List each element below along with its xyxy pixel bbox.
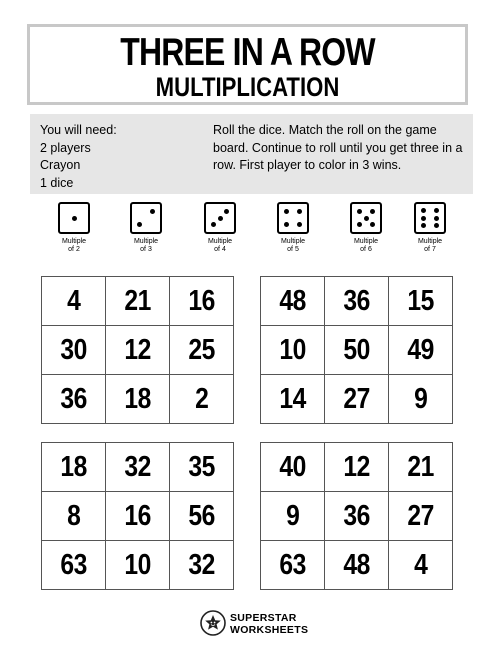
board-cell-number: 10 (124, 548, 151, 581)
board-cell-number: 32 (124, 450, 151, 483)
board-cell[interactable] (106, 375, 170, 424)
die-caption (400, 238, 460, 254)
die-caption-line: Multiple (280, 238, 306, 245)
board-cell-number: 35 (188, 450, 215, 483)
board-row (42, 492, 234, 541)
board-cell[interactable] (106, 541, 170, 590)
die-caption-line: of 7 (424, 246, 436, 253)
die-legend-item (400, 202, 460, 254)
board-cell-number: 14 (279, 382, 306, 415)
materials-item: 1 dice (40, 175, 74, 190)
board-cell[interactable] (389, 541, 453, 590)
board-cell-number: 36 (343, 499, 370, 532)
die-caption-line: Multiple (61, 238, 87, 245)
board-cell[interactable] (325, 492, 389, 541)
board-cell[interactable] (389, 326, 453, 375)
die-pip (224, 209, 229, 214)
die-face-one-icon (58, 202, 90, 234)
board-cell[interactable] (325, 375, 389, 424)
materials-list (40, 122, 117, 192)
board-cell-number: 36 (60, 382, 87, 415)
board-cell[interactable] (42, 277, 106, 326)
board-row (42, 326, 234, 375)
board-cell[interactable] (170, 375, 234, 424)
board-cell[interactable] (389, 443, 453, 492)
die-pip (434, 216, 439, 221)
board-cell[interactable] (261, 443, 325, 492)
board-cell[interactable] (325, 277, 389, 326)
board-cell[interactable] (42, 541, 106, 590)
board-row (42, 375, 234, 424)
board-cell[interactable] (106, 277, 170, 326)
board-row (261, 326, 453, 375)
die-face-five-icon (350, 202, 382, 234)
board-row (261, 443, 453, 492)
die-caption-line: Multiple (417, 238, 443, 245)
board-cell[interactable] (170, 277, 234, 326)
board-cell[interactable] (261, 492, 325, 541)
die-pip (421, 216, 426, 221)
die-legend-item (116, 202, 176, 254)
die-pip (434, 223, 439, 228)
board-cell[interactable] (106, 326, 170, 375)
die-pip (421, 208, 426, 213)
board-cell-number: 56 (188, 499, 215, 532)
die-caption-line: of 2 (68, 246, 80, 253)
board-row (42, 277, 234, 326)
die-pip (150, 209, 155, 214)
die-legend-item (44, 202, 104, 254)
board-cell[interactable] (325, 326, 389, 375)
die-caption-line: of 3 (140, 246, 152, 253)
brand-name-line1: SUPERSTAR (230, 612, 297, 624)
board-row (42, 541, 234, 590)
board-cell-number: 2 (194, 382, 209, 415)
board-cell-number: 8 (66, 499, 81, 532)
die-caption (44, 238, 104, 254)
board-cell[interactable] (325, 541, 389, 590)
board-cell-number: 48 (279, 284, 306, 317)
board-cell-number: 12 (343, 450, 370, 483)
die-legend-item (336, 202, 396, 254)
board-cell[interactable] (325, 443, 389, 492)
game-board-3 (41, 442, 234, 590)
board-cell-number: 30 (60, 333, 87, 366)
board-cell[interactable] (170, 443, 234, 492)
die-pip (284, 209, 289, 214)
die-caption (190, 238, 250, 254)
board-cell-number: 63 (60, 548, 87, 581)
board-cell-number: 16 (188, 284, 215, 317)
board-cell[interactable] (261, 277, 325, 326)
board-row (261, 375, 453, 424)
board-row (42, 443, 234, 492)
board-row (261, 277, 453, 326)
board-row (261, 541, 453, 590)
board-row (261, 492, 453, 541)
die-pip (370, 209, 375, 214)
die-caption-line: Multiple (133, 238, 159, 245)
board-cell-number: 10 (279, 333, 306, 366)
die-pip (370, 222, 375, 227)
board-cell[interactable] (42, 375, 106, 424)
die-caption-line: of 4 (214, 246, 226, 253)
board-cell-number: 63 (279, 548, 306, 581)
board-cell-number: 50 (343, 333, 370, 366)
board-cell-number: 21 (124, 284, 151, 317)
board-cell[interactable] (42, 443, 106, 492)
board-cell-number: 40 (279, 450, 306, 483)
die-legend-item (263, 202, 323, 254)
die-pip (284, 222, 289, 227)
materials-item: 2 players (40, 140, 91, 155)
die-caption (263, 238, 323, 254)
board-cell-number: 21 (407, 450, 434, 483)
board-cell[interactable] (389, 375, 453, 424)
die-pip (297, 222, 302, 227)
board-cell[interactable] (261, 375, 325, 424)
board-cell-number: 48 (343, 548, 370, 581)
board-cell-number: 16 (124, 499, 151, 532)
die-caption-line: Multiple (207, 238, 233, 245)
die-pip (72, 216, 77, 221)
die-pip (357, 222, 362, 227)
board-cell-number: 15 (407, 284, 434, 317)
die-face-four-icon (277, 202, 309, 234)
page-subtitle: MULTIPLICATION (155, 72, 340, 102)
board-cell[interactable] (170, 541, 234, 590)
die-pip (357, 209, 362, 214)
board-cell[interactable] (389, 492, 453, 541)
board-cell[interactable] (42, 326, 106, 375)
die-face-three-icon (204, 202, 236, 234)
board-cell[interactable] (170, 326, 234, 375)
materials-heading: You will need: (40, 123, 117, 137)
board-cell-number: 4 (66, 284, 81, 317)
board-cell-number: 25 (188, 333, 215, 366)
board-cell-number: 12 (124, 333, 151, 366)
die-caption-line: Multiple (353, 238, 379, 245)
info-box (30, 114, 473, 194)
title-box (27, 24, 468, 105)
die-caption-line: of 5 (287, 246, 299, 253)
die-caption-line: of 6 (360, 246, 372, 253)
page-title: THREE IN A ROW (120, 31, 375, 74)
game-board-2 (260, 276, 453, 424)
brand-name-line2: WORKSHEETS (230, 624, 309, 636)
die-pip (218, 216, 223, 221)
smiling-star-logo-icon (200, 610, 226, 636)
die-pip (137, 222, 142, 227)
die-pip (421, 223, 426, 228)
materials-item: Crayon (40, 158, 81, 172)
board-cell[interactable] (106, 492, 170, 541)
die-pip (434, 208, 439, 213)
board-cell[interactable] (106, 443, 170, 492)
die-pip (364, 216, 369, 221)
board-cell[interactable] (261, 326, 325, 375)
dice-legend (0, 202, 500, 262)
game-board-1 (41, 276, 234, 424)
board-cell[interactable] (42, 492, 106, 541)
board-cell-number: 27 (407, 499, 434, 532)
instructions-text: Roll the dice. Match the roll on the game board. Continue to roll until you get three in a row. First player to color in 3 wins. (213, 123, 463, 172)
footer-brand (200, 608, 310, 638)
board-cell-number: 9 (413, 382, 428, 415)
board-cell-number: 49 (407, 333, 434, 366)
board-cell[interactable] (261, 541, 325, 590)
board-cell-number: 9 (285, 499, 300, 532)
die-face-two-icon (130, 202, 162, 234)
board-cell-number: 18 (124, 382, 151, 415)
die-caption (336, 238, 396, 254)
board-cell-number: 4 (413, 548, 428, 581)
die-pip (297, 209, 302, 214)
board-cell-number: 27 (343, 382, 370, 415)
board-cell-number: 32 (188, 548, 215, 581)
die-legend-item (190, 202, 250, 254)
die-pip (211, 222, 216, 227)
board-cell-number: 36 (343, 284, 370, 317)
die-face-six-icon (414, 202, 446, 234)
game-board-4 (260, 442, 453, 590)
board-cell[interactable] (389, 277, 453, 326)
board-cell[interactable] (170, 492, 234, 541)
die-caption (116, 238, 176, 254)
board-cell-number: 18 (60, 450, 87, 483)
